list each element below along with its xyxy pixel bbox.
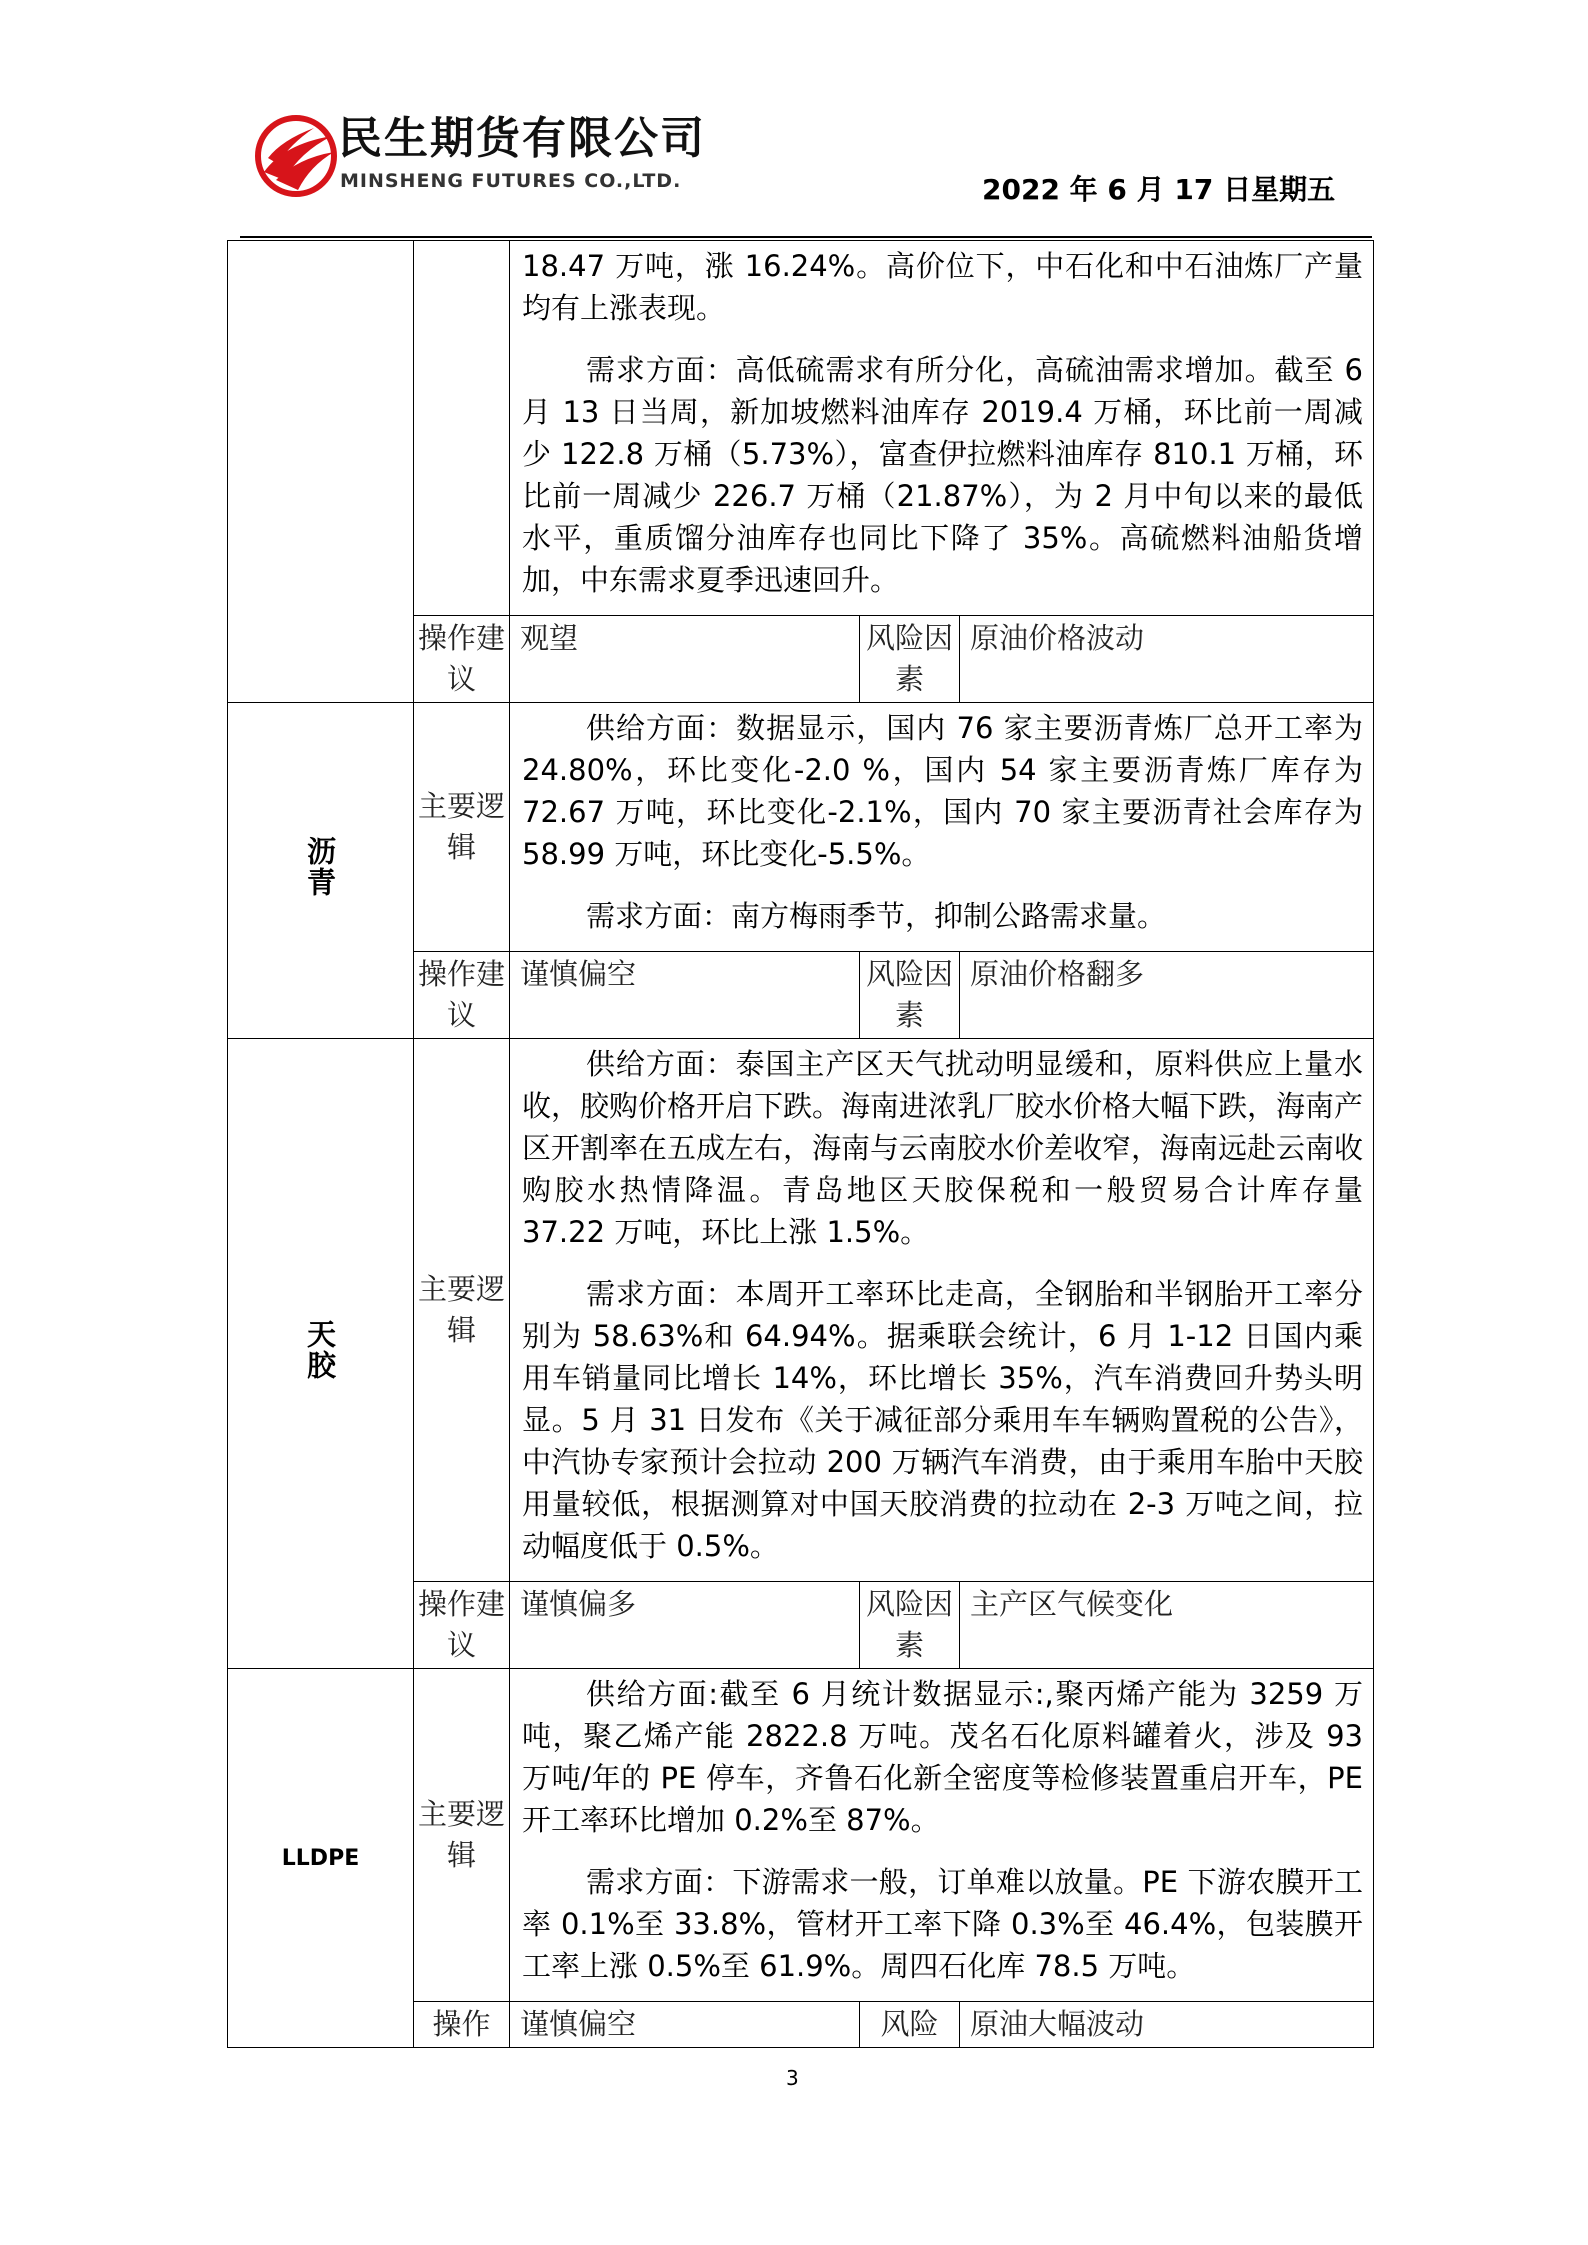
fuel-oil-advice: 观望: [510, 616, 860, 703]
lldpe-risk: 原油大幅波动: [960, 2002, 1374, 2048]
asphalt-logic-row: [228, 703, 1374, 952]
category-name: 沥青: [303, 836, 337, 898]
category-name: 天胶: [303, 1319, 337, 1381]
category-name: LLDPE: [281, 1845, 360, 1871]
company-logo: [254, 112, 724, 202]
asphalt-logic-cell: [510, 703, 1374, 952]
page-number: 3: [786, 2066, 799, 2090]
rubber-risk: 主产区气候变化: [960, 1582, 1374, 1669]
company-name-cn: 民生期货有限公司: [338, 113, 706, 164]
rubber-logic-row: [228, 1039, 1374, 1582]
fuel-oil-category-cell: [228, 241, 414, 703]
rubber-advice: 谨慎偏多: [510, 1582, 860, 1669]
asphalt-demand-text: 需求方面：南方梅雨季节，抑制公路需求量。: [586, 899, 1167, 933]
rubber-category-cell: [228, 1039, 414, 1669]
rubber-supply-text: 供给方面：泰国主产区天气扰动明显缓和，原料供应上量水收，胶购价格开启下跌。海南进浓乳厂胶水价格大幅下跌，海南产区开割率在五成左右，海南与云南胶水价差收窄，海南远赴云南收购胶水热情降温。青岛地区天胶保税和一般贸易合计库存量 37.22 万吨，环比上涨 1.5%。: [522, 1047, 1364, 1249]
fuel-oil-risk: 原油价格波动: [960, 616, 1374, 703]
risk-label: 风险因素: [860, 952, 960, 1039]
risk-label: 风险因素: [860, 1582, 960, 1669]
asphalt-category-cell: [228, 703, 414, 1039]
advice-label: 操作建议: [414, 952, 510, 1039]
lldpe-supply-text: 供给方面:截至 6 月统计数据显示:,聚丙烯产能为 3259 万吨，聚乙烯产能 2822.8 万吨。茂名石化原料罐着火，涉及 93 万吨/年的 PE 停车，齐鲁石化新全密度等检修装置重启开车，PE 开工率环比增加 0.2%至 87%。: [522, 1677, 1363, 1837]
asphalt-advice: 谨慎偏空: [510, 952, 860, 1039]
rubber-logic-cell: [510, 1039, 1374, 1582]
header-divider: [240, 236, 1372, 238]
lldpe-advice: 谨慎偏空: [510, 2002, 860, 2048]
report-date: 2022 年 6 月 17 日星期五: [982, 173, 1336, 206]
advice-label: 操作建议: [414, 616, 510, 703]
company-name-en: MINSHENG FUTURES CO.,LTD.: [340, 170, 682, 192]
fuel-oil-logic-label-cell: [414, 241, 510, 616]
lldpe-demand-text: 需求方面：下游需求一般，订单难以放量。PE 下游农膜开工率 0.1%至 33.8%，管材开工率下降 0.3%至 46.4%，包装膜开工率上涨 0.5%至 61.9%。周四石化库 78.5 万吨。: [522, 1865, 1363, 1983]
main-logic-label: 主要逻辑: [414, 1669, 510, 2002]
minsheng-logo-icon: [254, 114, 338, 198]
main-logic-label: 主要逻辑: [414, 1039, 510, 1582]
lldpe-category-cell: [228, 1669, 414, 2048]
rubber-demand-text: 需求方面：本周开工率环比走高，全钢胎和半钢胎开工率分别为 58.63%和 64.94%。据乘联会统计，6 月 1-12 日国内乘用车销量同比增长 14%，环比增长 35%，汽车消费回升势头明显。5 月 31 日发布《关于减征部分乘用车车辆购置税的公告》，中汽协专家预计会拉动 200 万辆汽车消费，由于乘用车胎中天胶用量较低，根据测算对中国天胶消费的拉动在 2-3 万吨之间，拉动幅度低于 0.5%。: [522, 1277, 1363, 1563]
fuel-oil-supply-text: 18.47 万吨，涨 16.24%。高价位下，中石化和中石油炼厂产量均有上涨表现。: [522, 249, 1363, 325]
asphalt-supply-text: 供给方面：数据显示，国内 76 家主要沥青炼厂总开工率为 24.80%，环比变化-2.0 %，国内 54 家主要沥青炼厂库存为 72.67 万吨，环比变化-2.1%，国内 70 家主要沥青社会库存为 58.99 万吨，环比变化-5.5%。: [522, 711, 1363, 871]
risk-label: 风险因素: [860, 616, 960, 703]
main-logic-label: 主要逻辑: [414, 703, 510, 952]
asphalt-risk: 原油价格翻多: [960, 952, 1374, 1039]
fuel-oil-logic-row: [228, 241, 1374, 616]
advice-label: 操作建议: [414, 1582, 510, 1669]
fuel-oil-logic-cell: [510, 241, 1374, 616]
risk-label: 风险: [860, 2002, 960, 2048]
lldpe-logic-cell: [510, 1669, 1374, 2002]
advice-label: 操作: [414, 2002, 510, 2048]
commodity-analysis-table: [227, 240, 1374, 2048]
fuel-oil-demand-text: 需求方面：高低硫需求有所分化，高硫油需求增加。截至 6 月 13 日当周，新加坡燃料油库存 2019.4 万桶，环比前一周减少 122.8 万桶（5.73%），富查伊拉燃料油库存 810.1 万桶，环比前一周减少 226.7 万桶（21.87%），为 2 月中旬以来的最低水平，重质馏分油库存也同比下降了 35%。高硫燃料油船货增加，中东需求夏季迅速回升。: [522, 353, 1363, 597]
lldpe-logic-row: [228, 1669, 1374, 2002]
